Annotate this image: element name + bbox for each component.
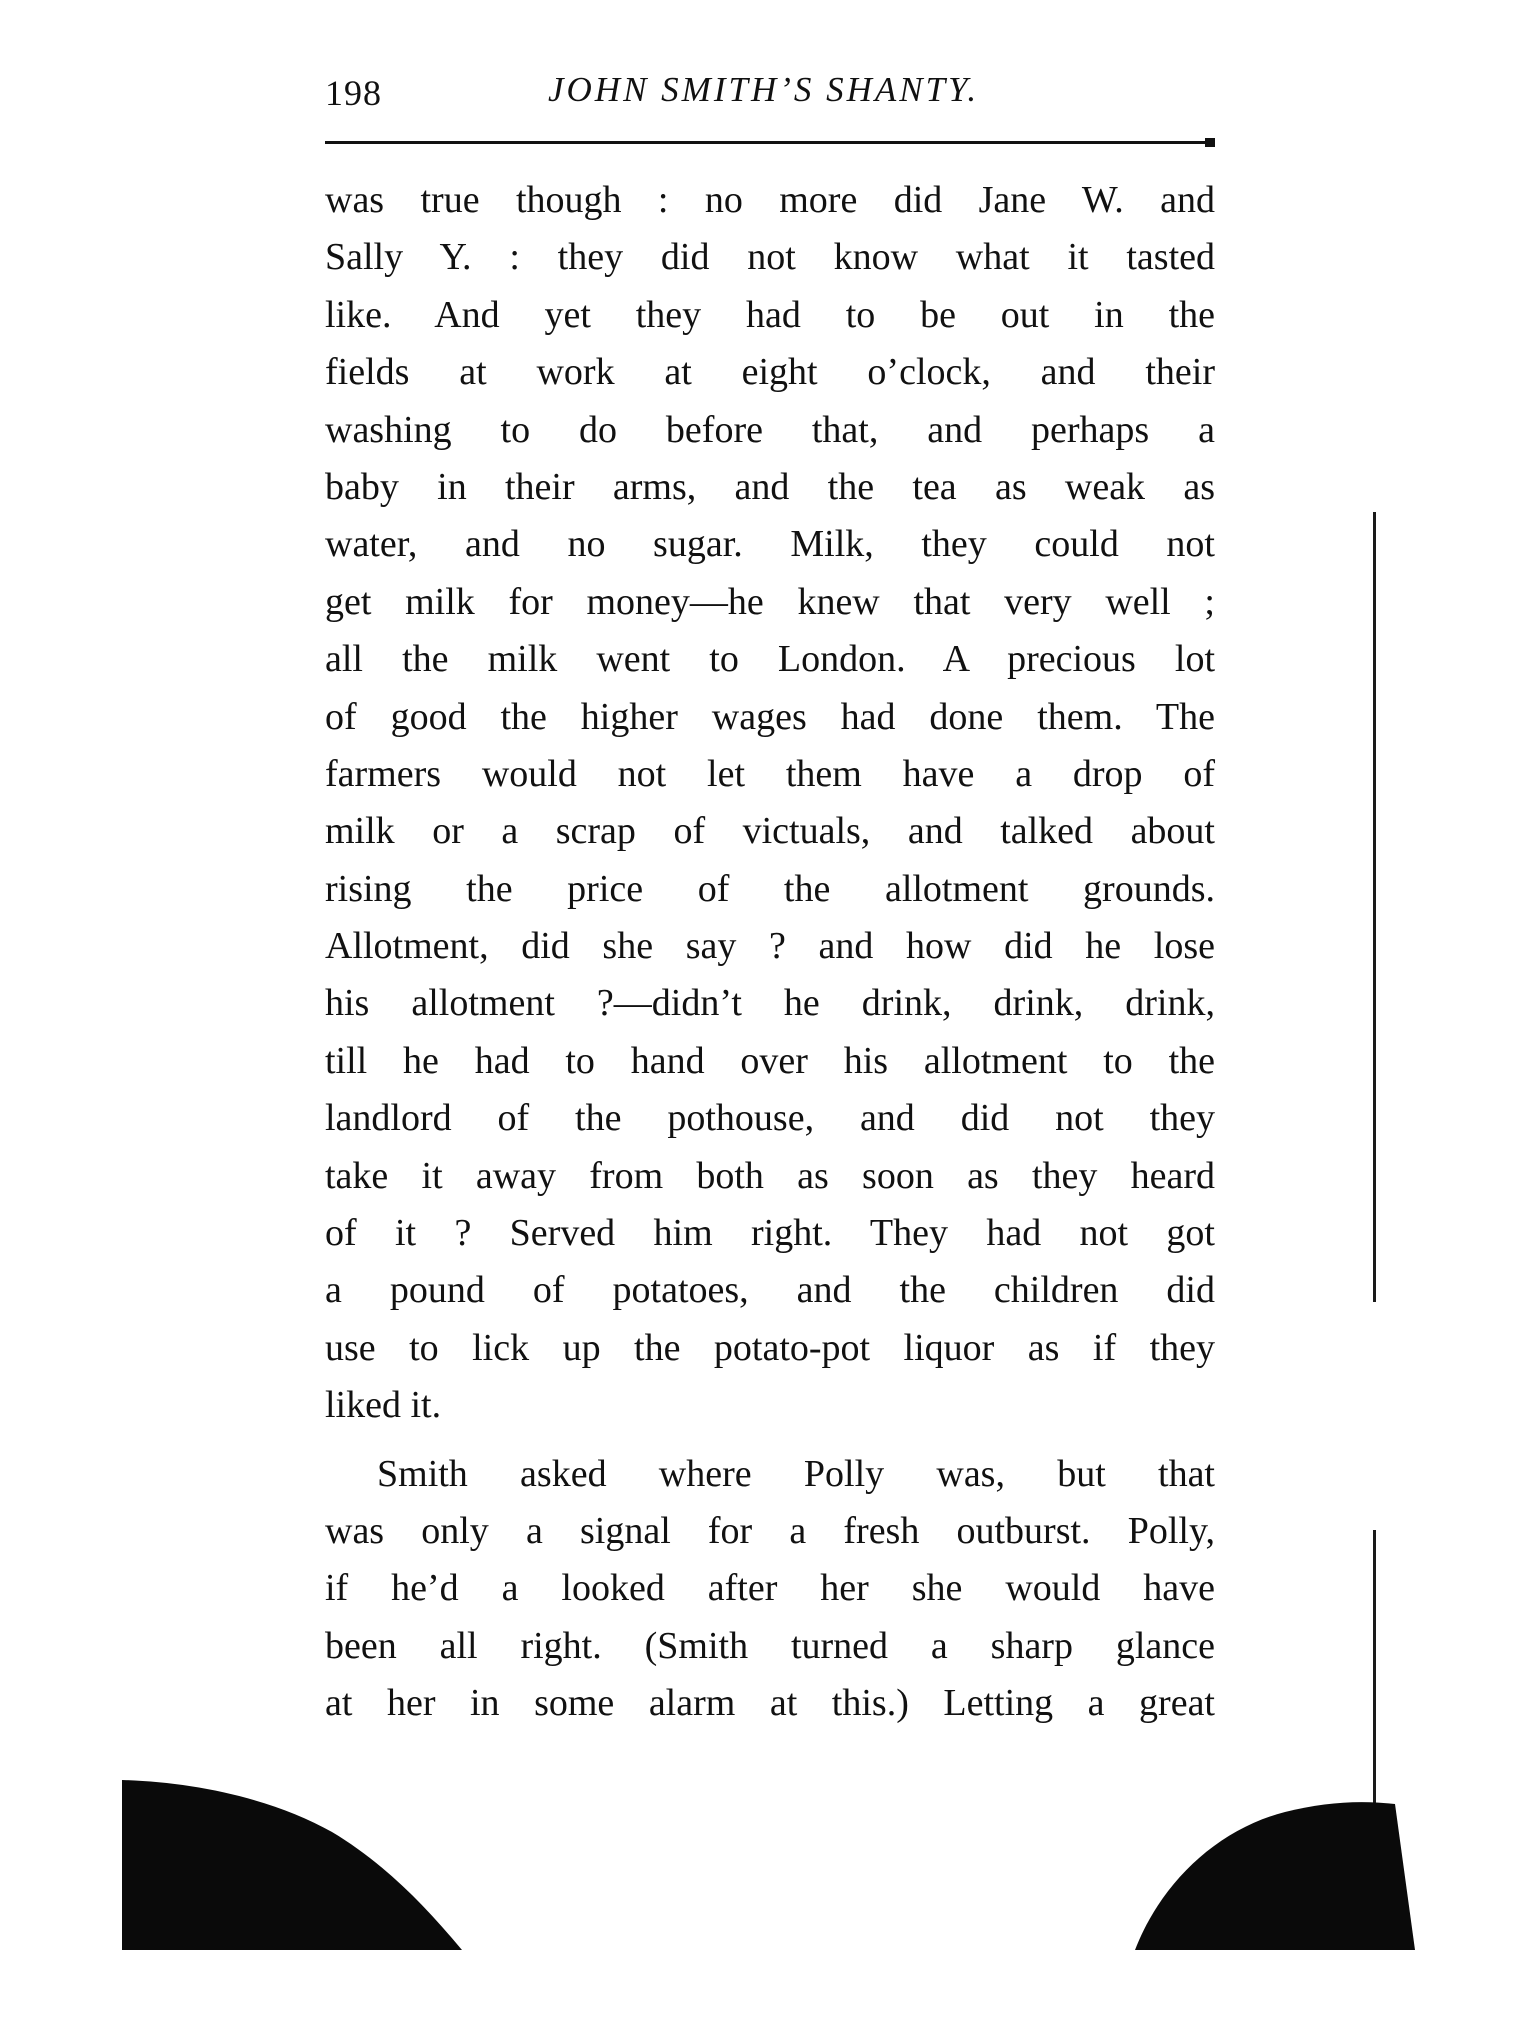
text-line: baby in their arms, and the tea as weak as <box>325 465 1215 508</box>
paragraph-1 <box>325 172 1215 1435</box>
text-line: milk or a scrap of victuals, and talked about <box>325 810 1215 853</box>
text-line: if he’d a looked after her she would have <box>325 1567 1215 1610</box>
text-line: of it ? Served him right. They had not got <box>325 1212 1215 1255</box>
text-line: water, and no sugar. Milk, they could not <box>325 523 1215 566</box>
scan-shadow-left <box>122 1780 462 1950</box>
text-line: was only a signal for a fresh outburst. Polly, <box>325 1509 1215 1552</box>
text-line: like. And yet they had to be out in the <box>325 293 1215 336</box>
text-line: farmers would not let them have a drop of <box>325 752 1215 795</box>
text-line: Sally Y. : they did not know what it tasted <box>325 236 1215 279</box>
text-line: landlord of the pothouse, and did not they <box>325 1097 1215 1140</box>
text-line: been all right. (Smith turned a sharp glance <box>325 1624 1215 1667</box>
page-number: 198 <box>325 73 382 113</box>
paragraph-2 <box>325 1446 1215 1733</box>
text-line: get milk for money—he knew that very well ; <box>325 580 1215 623</box>
header-rule-end <box>1205 138 1215 147</box>
scan-margin-line <box>1373 512 1376 1302</box>
text-line: all the milk went to London. A precious lot <box>325 638 1215 681</box>
running-head: JOHN SMITH’S SHANTY. <box>548 70 980 109</box>
text-line: Allotment, did she say ? and how did he lose <box>325 925 1215 968</box>
text-line: use to lick up the potato-pot liquor as if they <box>325 1326 1215 1369</box>
scan-shadow-right <box>1135 1790 1415 1950</box>
text-line: take it away from both as soon as they heard <box>325 1154 1215 1197</box>
text-line: liked it. <box>325 1384 442 1427</box>
text-line: a pound of potatoes, and the children did <box>325 1269 1215 1312</box>
header-rule <box>325 141 1215 144</box>
text-line: at her in some alarm at this.) Letting a great <box>325 1682 1215 1725</box>
body-text <box>325 172 1215 1733</box>
text-line: fields at work at eight o’clock, and their <box>325 351 1215 394</box>
text-line: rising the price of the allotment grounds. <box>325 867 1215 910</box>
paragraph-gap <box>325 1435 1215 1446</box>
text-line: of good the higher wages had done them. The <box>325 695 1215 738</box>
text-line: till he had to hand over his allotment to the <box>325 1039 1215 1082</box>
text-line: was true though : no more did Jane W. and <box>325 179 1215 221</box>
text-line: Smith asked where Polly was, but that <box>377 1452 1215 1495</box>
text-line: his allotment ?—didn’t he drink, drink, drink, <box>325 982 1215 1025</box>
text-line: washing to do before that, and perhaps a <box>325 408 1215 451</box>
